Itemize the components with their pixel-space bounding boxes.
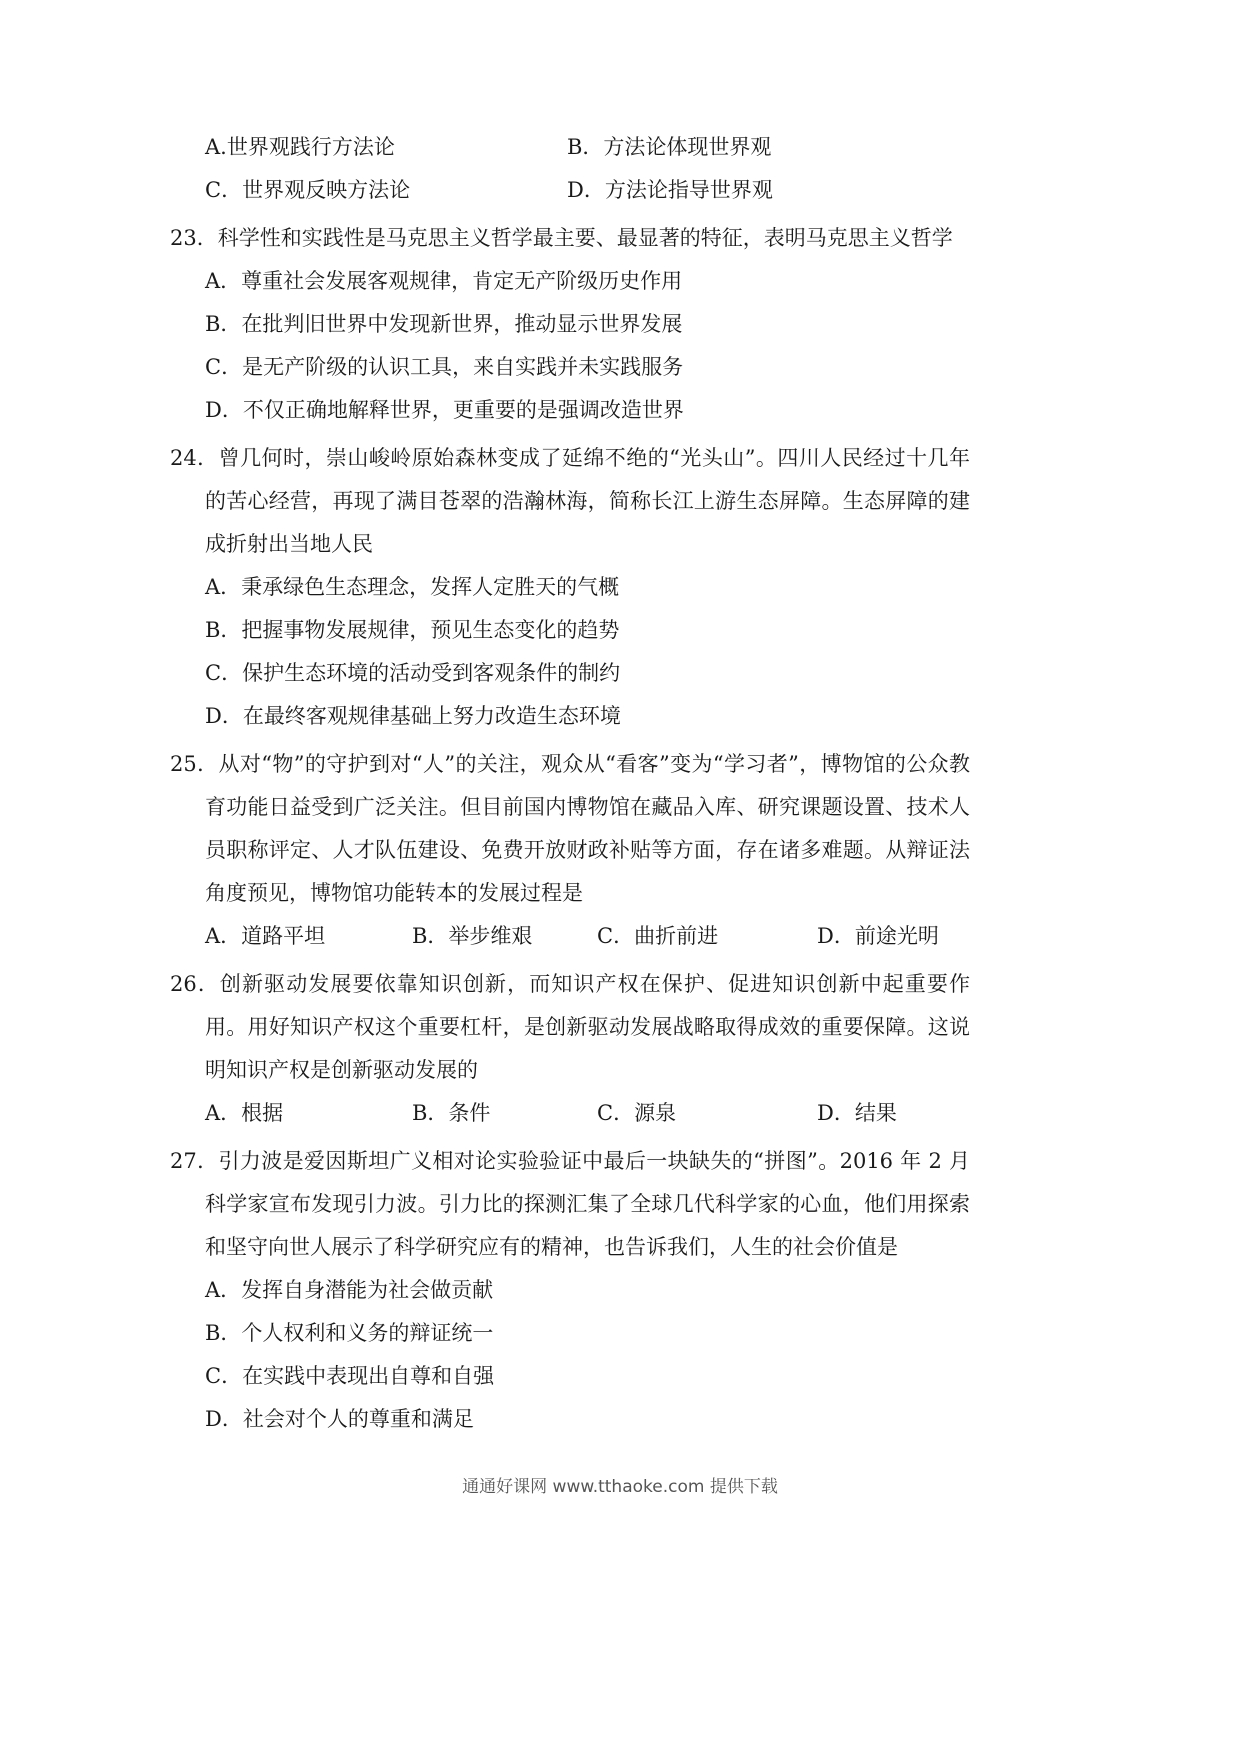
option-d: D．社会对个人的尊重和满足 — [205, 1407, 474, 1431]
question-stem — [170, 1140, 970, 1269]
question-number: 27． — [170, 1149, 219, 1173]
option-a: A.世界观践行方法论 — [205, 135, 395, 159]
question-stem-text: 从对“物”的守护到对“人”的关注，观众从“看客”变为“学习者”，博物馆的公众教育功能日益受到广泛关注。但目前国内博物馆在藏品入库、研究课题设置、技术人员职称评定、人才队伍建设、免费开放财政补贴等方面，存在诸多难题。从辩证法角度预见，博物馆功能转本的发展过程是 — [205, 752, 970, 905]
option-a: A．秉承绿色生态理念，发挥人定胜天的气概 — [205, 575, 620, 599]
option-c: C．曲折前进 — [597, 924, 719, 948]
question-stem-text: 引力波是爱因斯坦广义相对论实验验证中最后一块缺失的“拼图”。2016 年 2 月科学家宣布发现引力波。引力比的探测汇集了全球几代科学家的心血，他们用探索和坚守向世人展示了科学研究应有的精神，也告诉我们，人生的社会价值是 — [205, 1149, 970, 1259]
question-number: 23． — [170, 226, 218, 250]
question-27 — [170, 1140, 970, 1441]
question-number: 25． — [170, 752, 219, 776]
options-inline-row — [170, 915, 970, 958]
option-c: C．源泉 — [597, 1101, 677, 1125]
options-inline-row — [170, 1092, 970, 1135]
option-d: D．结果 — [817, 1101, 897, 1125]
option-c: C．世界观反映方法论 — [205, 178, 411, 202]
question-stem-text: 科学性和实践性是马克思主义哲学最主要、最显著的特征，表明马克思主义哲学 — [217, 226, 953, 250]
question-24 — [170, 437, 970, 738]
question-stem — [170, 743, 970, 915]
option-b: B．个人权利和义务的辩证统一 — [205, 1321, 494, 1345]
option-b: B．在批判旧世界中发现新世界，推动显示世界发展 — [205, 312, 683, 336]
option-d: D．前途光明 — [817, 924, 939, 948]
option-d: D．在最终客观规律基础上努力改造生态环境 — [205, 704, 621, 728]
question-stem — [170, 437, 970, 566]
option-c: C．保护生态环境的活动受到客观条件的制约 — [205, 661, 621, 685]
option-b: B．条件 — [412, 1101, 491, 1125]
option-a: A．根据 — [205, 1101, 284, 1125]
option-b: B．举步维艰 — [412, 924, 533, 948]
question-number: 24． — [170, 446, 219, 470]
question-stem — [170, 217, 970, 260]
continuation-options — [170, 126, 970, 212]
option-c: C．在实践中表现出自尊和自强 — [205, 1364, 495, 1388]
question-26 — [170, 963, 970, 1135]
page-footer: 通通好课网 www.tthaoke.com 提供下载 — [462, 1477, 778, 1497]
continuation-options-row-2 — [170, 169, 970, 212]
option-a: A．发挥自身潜能为社会做贡献 — [205, 1278, 494, 1302]
continuation-options-row-1 — [170, 126, 970, 169]
question-stem-text: 创新驱动发展要依靠知识创新，而知识产权在保护、促进知识创新中起重要作用。用好知识产权这个重要杠杆，是创新驱动发展战略取得成效的重要保障。这说明知识产权是创新驱动发展的 — [205, 972, 970, 1082]
question-25 — [170, 743, 970, 958]
question-stem — [170, 963, 970, 1092]
option-a: A．尊重社会发展客观规律，肯定无产阶级历史作用 — [205, 269, 683, 293]
option-b: B．把握事物发展规律，预见生态变化的趋势 — [205, 618, 620, 642]
question-number: 26． — [170, 972, 220, 996]
option-a: A．道路平坦 — [205, 924, 326, 948]
option-c: C．是无产阶级的认识工具，来自实践并未实践服务 — [205, 355, 684, 379]
option-b: B．方法论体现世界观 — [567, 135, 772, 159]
option-d: D．方法论指导世界观 — [567, 178, 773, 202]
question-23 — [170, 217, 970, 432]
option-d: D．不仅正确地解释世界，更重要的是强调改造世界 — [205, 398, 684, 422]
question-stem-text: 曾几何时，崇山峻岭原始森林变成了延绵不绝的“光头山”。四川人民经过十几年的苦心经营，再现了满目苍翠的浩瀚林海，简称长江上游生态屏障。生态屏障的建成折射出当地人民 — [205, 446, 970, 556]
